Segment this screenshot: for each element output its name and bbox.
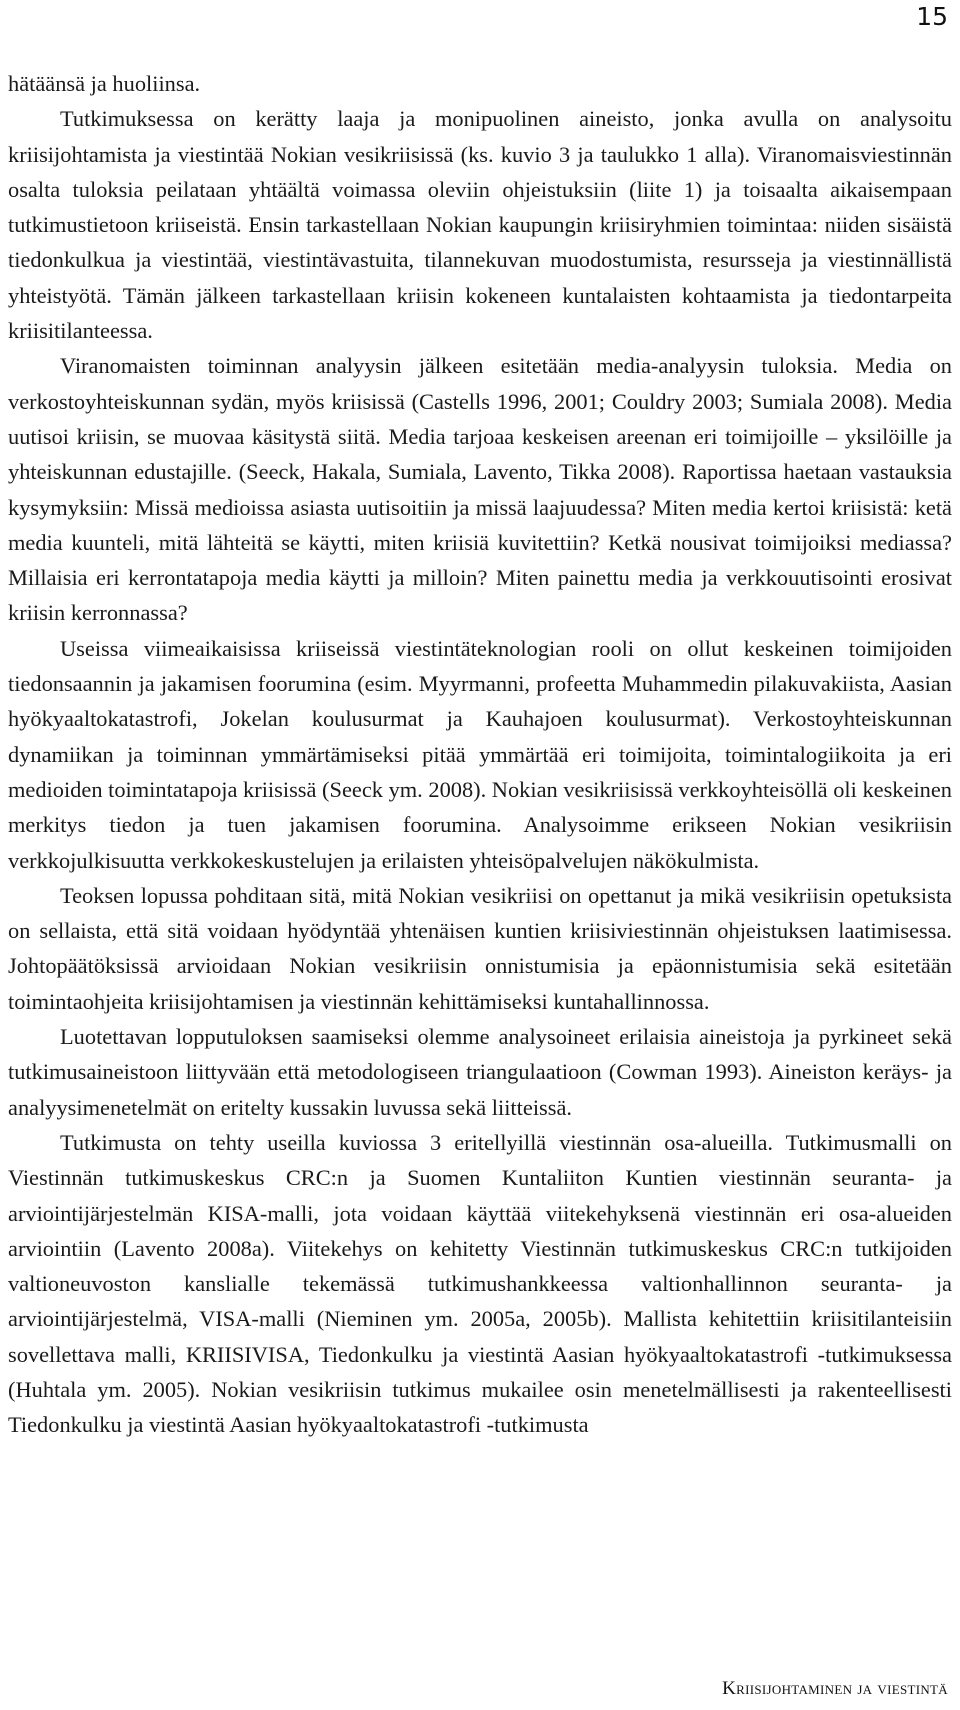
paragraph: Tutkimusta on tehty useilla kuviossa 3 eritellyillä viestinnän osa-alueilla. Tutkimusmalli on Viestinnän tutkimuskeskus CRC:n ja Suomen Kuntaliiton Kuntien viestinnän seuranta- ja arviointijärjestelmän KISA-malli, jota voidaan käyttää viitekehyksenä viestinnän eri osa-alueiden arviointiin (Lavento 2008a). Viitekehys on kehitetty Viestinnän tutkimuskeskus CRC:n tutkijoiden valtioneuvoston kanslialle tekemässä tutkimushankkeessa valtionhallinnon seuranta- ja arviointijärjestelmä, VISA-malli (Nieminen ym. 2005a, 2005b). Mallista kehitettiin kriisitilanteisiin sovellettava malli, KRIISIVISA, Tiedonkulku ja viestintä Aasian hyökyaaltokatastrofi -tutkimuksessa (Huhtala ym. 2005). Nokian vesikriisin tutkimus mukailee osin menetelmällisesti ja rakenteellisesti Tiedonkulku ja viestintä Aasian hyökyaaltokatastrofi -tutkimusta (8, 1129, 952, 1438)
paragraph: Viranomaisten toiminnan analyysin jälkeen esitetään media-analyysin tuloksia. Media on verkostoyhteiskunnan sydän, myös kriisissä (Castells 1996, 2001; Couldry 2003; Sumiala 2008). Media uutisoi kriisin, se muovaa käsitystä siitä. Media tarjoaa keskeisen areenan eri toimijoille – yksilöille ja yhteiskunnan edustajille. (Seeck, Hakala, Sumiala, Lavento, Tikka 2008). Raportissa haetaan vastauksia kysymyksiin: Missä medioissa asiasta uutisoitiin ja missä laajuudessa? Miten media kertoi kriisistä: ketä media kuunteli, mitä lähteitä se käytti, miten kriisiä kuvitettiin? Ketkä nousivat toimijoiksi mediassa? Millaisia eri kerrontatapoja media käytti ja milloin? Miten painettu media ja verkkouutisointi erosivat kriisin kerronnassa? (8, 353, 952, 626)
running-footer: Kriisijohtaminen ja viestintä (722, 1678, 948, 1699)
paragraph: hätäänsä ja huoliinsa. (8, 71, 201, 96)
page-number: 15 (916, 2, 948, 31)
paragraph: Teoksen lopussa pohditaan sitä, mitä Nokian vesikriisi on opettanut ja mikä vesikriisin opetuksista on sellaista, että sitä voidaan hyödyntää yhtenäisen kuntien kriisiviestinnän ohjeistuksen laatimisessa. Johtopäätöksissä arvioidaan Nokian vesikriisin onnistumisia ja epäonnistumisia sekä esitetään toimintaohjeita kriisijohtamisen ja viestinnän kehittämiseksi kuntahallinnossa. (8, 882, 952, 1014)
paragraph: Luotettavan lopputuloksen saamiseksi olemme analysoineet erilaisia aineistoja ja pyrkineet sekä tutkimusaineistoon liittyvään että metodologiseen triangulaatioon (Cowman 1993). Aineiston keräys- ja analyysimenetelmät on eritelty kussakin luvussa sekä liitteissä. (8, 1024, 952, 1120)
paragraph: Useissa viimeaikaisissa kriiseissä viestintäteknologian rooli on ollut keskeinen toimijoiden tiedonsaannin ja jakamisen foorumina (esim. Myyrmanni, profeetta Muhammedin pilakuvakiista, Aasian hyökyaaltokatastrofi, Jokelan koulusurmat ja Kauhajoen koulusurmat). Verkostoyhteiskunnan dynamiikan ja toiminnan ymmärtämiseksi pitää ymmärtää eri toimijoita, toimintalogiikoita ja eri medioiden toimintatapoja kriisissä (Seeck ym. 2008). Nokian vesikriisissä verkkoyhteisöllä oli keskeinen merkitys tiedon ja tuen jakamisen foorumina. Analysoimme erikseen Nokian vesikriisin verkkojulkisuutta verkkokeskustelujen ja erilaisten yhteisöpalvelujen näkökulmista. (8, 635, 952, 873)
body-text (8, 66, 952, 1443)
paragraph: Tutkimuksessa on kerätty laaja ja monipuolinen aineisto, jonka avulla on analysoitu kriisijohtamista ja viestintää Nokian vesikriisissä (ks. kuvio 3 ja taulukko 1 alla). Viranomaisviestinnän osalta tuloksia peilataan yhtäältä voimassa oleviin ohjeistuksiin (liite 1) ja toisaalta aikaisempaan tutkimustietoon kriiseistä. Ensin tarkastellaan Nokian kaupungin kriisiryhmien toimintaa: niiden sisäistä tiedonkulkua ja viestintää, viestintävastuita, tilannekuvan muodostumista, resursseja ja viestinnällistä yhteistyötä. Tämän jälkeen tarkastellaan kriisin kokeneen kuntalaisten kohtaamista ja tiedontarpeita kriisitilanteessa. (8, 106, 952, 344)
